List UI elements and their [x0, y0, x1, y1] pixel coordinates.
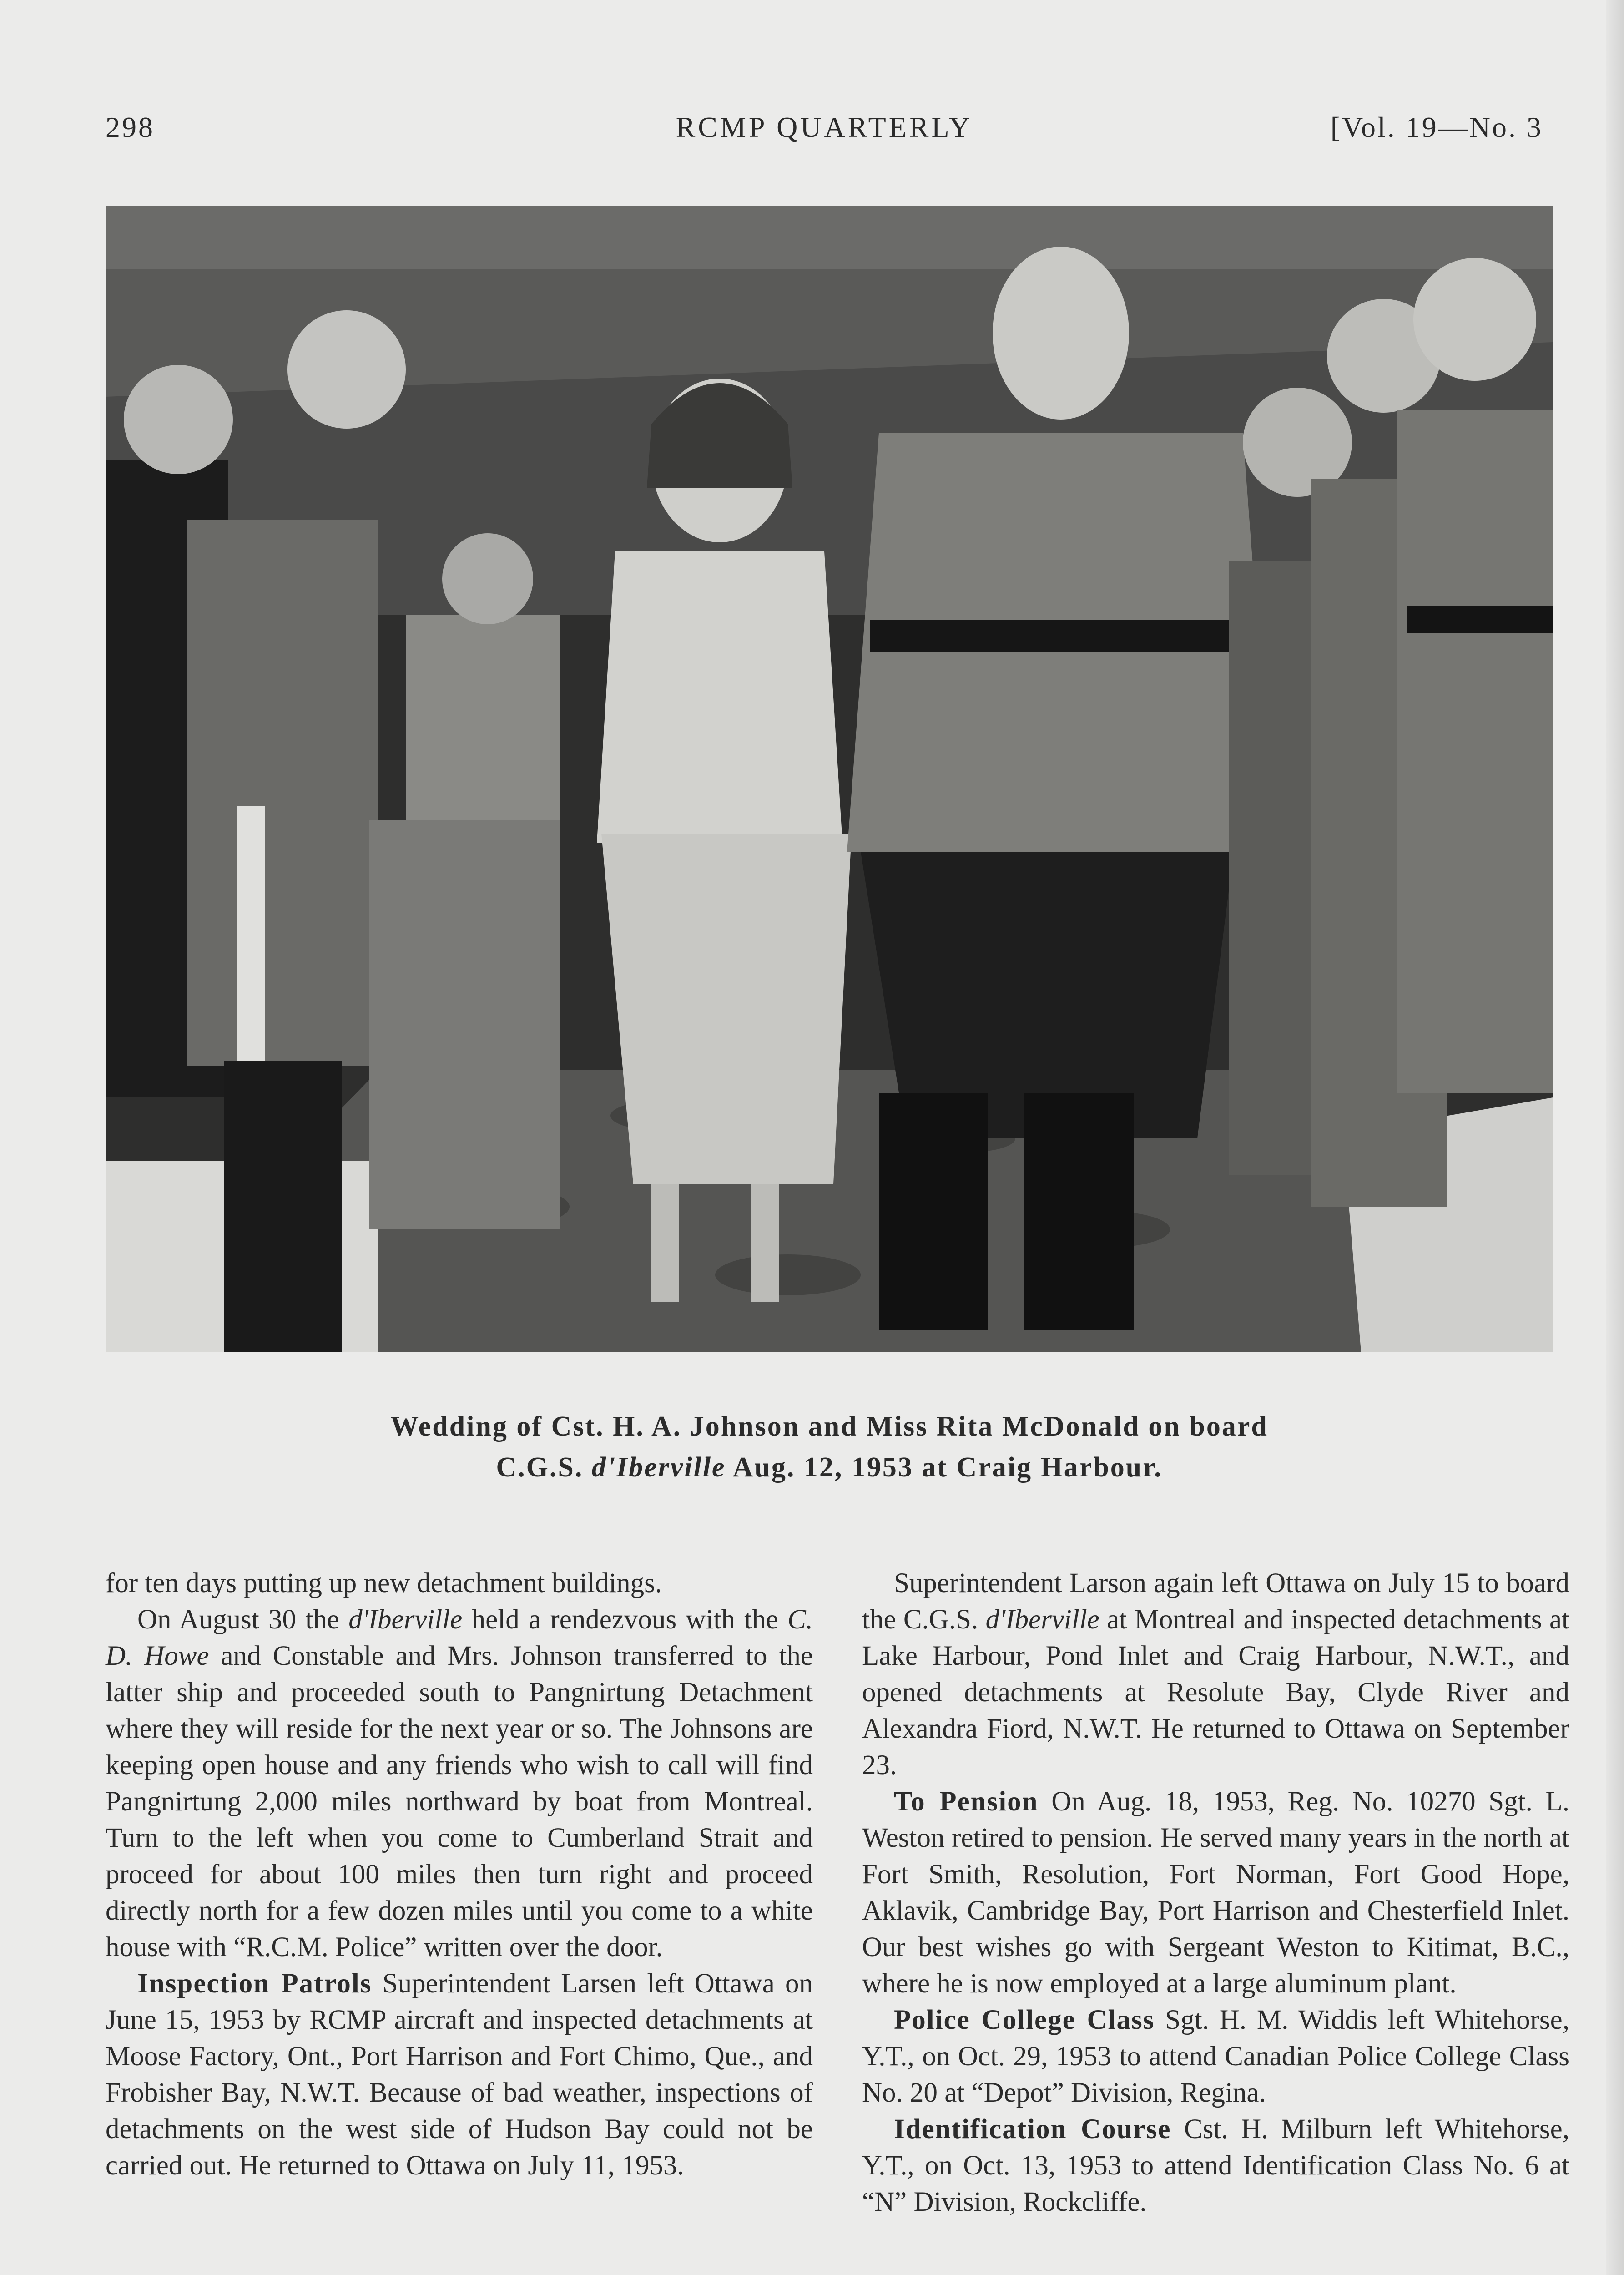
left-column	[106, 1565, 813, 2184]
running-head	[106, 109, 1543, 146]
text-run: On Aug. 18, 1953, Reg. No. 10270 Sgt. L. Weston retired to pension. He served many years in the north at Fort Smith, Resolution, Fort Norman, Fort Good Hope, Aklavik, Cambridge Bay, Port Harrison and Chesterfield Inlet. Our best wishes go with Sergeant Weston to Kitimat, B.C., where he is now employed at a large aluminum plant.	[862, 1786, 1569, 1999]
run-in-heading: Police College Class	[894, 2005, 1155, 2035]
text-run: Superintendent Larsen left Ottawa on June 15, 1953 by RCMP aircraft and inspected detachments at Moose Factory, Ont., Port Harrison and Fort Chimo, Que., and Frobisher Bay, N.W.T. Because of bad weather, inspections of detachments on the west side of Hudson Bay could not be carried out. He returned to Ottawa on July 11, 1953.	[106, 1968, 813, 2181]
volume-issue: [Vol. 19—No. 3	[1330, 111, 1543, 143]
paragraph-police-college	[862, 2002, 1569, 2111]
caption-line-2	[106, 1447, 1553, 1488]
text-run: On August 30 the	[137, 1604, 349, 1635]
paragraph-rendezvous	[106, 1602, 813, 1966]
ship-name: d'Iberville	[348, 1604, 463, 1635]
text-run: held a rendezvous with the	[462, 1604, 788, 1635]
paragraph-larson-inspection	[862, 1565, 1569, 1784]
run-in-heading: Identification Course	[894, 2114, 1171, 2144]
wedding-photograph	[106, 206, 1553, 1352]
run-in-heading: To Pension	[894, 1786, 1039, 1817]
text-run: at Montreal and inspected detachments at Lake Harbour, Pond Inlet and Craig Harbour, N.W.T., and opened detachments at Resolute Bay, Clyde River and Alexandra Fiord, N.W.T. He returned to Ottawa on September 23.	[862, 1604, 1569, 1780]
paragraph-inspection-patrols	[106, 1966, 813, 2184]
page-edge-shadow	[1606, 0, 1624, 2275]
caption-prefix: C.G.S.	[496, 1452, 592, 1483]
caption-line-1: Wedding of Cst. H. A. Johnson and Miss Rita McDonald on board	[390, 1411, 1268, 1442]
text-run: Cst. H. Milburn left Whitehorse, Y.T., on Oct. 13, 1953 to attend Identification Class No. 6 at “N” Division, Rockcliffe.	[862, 2114, 1569, 2217]
text-run: Sgt. H. M. Widdis left Whitehorse, Y.T., on Oct. 29, 1953 to attend Canadian Police College Class No. 20 at “Depot” Division, Regina.	[862, 2005, 1569, 2108]
run-in-heading: Inspection Patrols	[137, 1968, 372, 1999]
caption-ship-name: d'Iberville	[591, 1452, 726, 1483]
page-number: 298	[106, 111, 155, 143]
paragraph-continuation: for ten days putting up new detachment buildings.	[106, 1568, 662, 1598]
text-run: and Constable and Mrs. Johnson transferred to the latter ship and proceeded south to Pangnirtung Detachment where they will reside for the next year or so. The Johnsons are keeping open house and any friends who wish to call will find Pangnirtung 2,000 miles northward by boat from Montreal. Turn to the left when you come to Cumberland Strait and proceed for about 100 miles then turn right and proceed directly north for a few dozen miles until you come to a white house with “R.C.M. Police” written over the door.	[106, 1641, 813, 1962]
photo-caption	[106, 1406, 1553, 1488]
paragraph-to-pension	[862, 1784, 1569, 2002]
photograph-illustration	[106, 206, 1553, 1352]
ship-name: d'Iberville	[985, 1604, 1099, 1635]
ship-name: C. D. Howe	[106, 1604, 813, 1671]
caption-suffix: Aug. 12, 1953 at Craig Harbour.	[726, 1452, 1163, 1483]
journal-title: RCMP QUARTERLY	[676, 111, 973, 143]
right-column	[862, 1565, 1569, 2220]
text-run: Superintendent Larson again left Ottawa on July 15 to board the C.G.S.	[862, 1568, 1569, 1635]
paragraph-identification-course	[862, 2111, 1569, 2220]
